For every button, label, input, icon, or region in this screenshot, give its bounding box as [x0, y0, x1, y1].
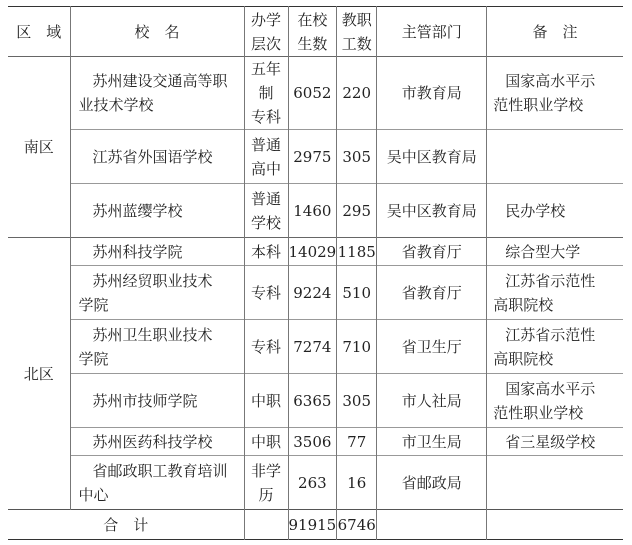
total-level-empty: [244, 510, 288, 540]
school-name-line: 中心: [78, 485, 109, 504]
header-staff-text: 教职工数: [341, 10, 372, 53]
school-level: [244, 184, 288, 238]
school-name-line: 学院: [78, 295, 109, 314]
table-row: [8, 238, 623, 266]
student-count: 3506: [288, 428, 337, 456]
school-level-line: 专科: [250, 108, 281, 126]
school-name-line: 学院: [78, 349, 109, 368]
school-level-line: 学校: [250, 213, 281, 232]
student-count: 6052: [288, 57, 337, 130]
school-notes: [487, 238, 623, 266]
school-notes: [487, 320, 623, 374]
header-staff: [337, 7, 377, 57]
school-name: [70, 428, 244, 456]
school-notes: [487, 184, 623, 238]
student-count: 1460: [288, 184, 337, 238]
total-notes-empty: [487, 510, 623, 540]
school-name-line: 省邮政职工教育培训: [92, 461, 228, 480]
table-body: [8, 57, 623, 510]
school-notes-line: 高职院校: [493, 295, 554, 314]
table-row: [8, 57, 623, 130]
staff-count: 305: [337, 374, 377, 428]
school-notes-line: 高职院校: [493, 349, 554, 368]
school-level: [244, 57, 288, 130]
staff-count: 220: [337, 57, 377, 130]
school-notes: [487, 130, 623, 184]
school-name-line: 苏州市技师学院: [92, 391, 198, 410]
student-count: 7274: [288, 320, 337, 374]
school-level-line: 中职: [250, 391, 281, 410]
school-level: [244, 456, 288, 510]
table-row: [8, 266, 623, 320]
school-notes-line: 国家高水平示: [505, 379, 596, 398]
school-level-line: 中职: [250, 432, 281, 451]
school-level: [244, 266, 288, 320]
staff-count: 710: [337, 320, 377, 374]
school-notes: [487, 266, 623, 320]
school-name: [70, 266, 244, 320]
school-name: [70, 57, 244, 130]
table-row: [8, 184, 623, 238]
school-name-line: 苏州蓝缨学校: [92, 201, 183, 220]
school-notes-line: 民办学校: [505, 201, 566, 220]
school-notes-line: 江苏省示范性: [505, 271, 596, 290]
school-notes-line: 国家高水平示: [505, 72, 596, 90]
supervising-dept: 省邮政局: [377, 456, 487, 510]
header-name: 校 名: [70, 7, 244, 57]
staff-count: 305: [337, 130, 377, 184]
school-name: [70, 184, 244, 238]
school-level: [244, 238, 288, 266]
student-count: 2975: [288, 130, 337, 184]
staff-count: 295: [337, 184, 377, 238]
supervising-dept: 省教育厅: [377, 266, 487, 320]
region-cell: 北区: [8, 238, 70, 510]
table-footer: [8, 510, 623, 540]
school-notes: [487, 57, 623, 130]
school-level-line: 五年制: [250, 60, 281, 102]
school-level-line: 普通: [250, 135, 281, 154]
supervising-dept: 市人社局: [377, 374, 487, 428]
total-label: 合 计: [103, 515, 149, 534]
school-level-line: 普通: [250, 189, 281, 208]
school-notes: [487, 456, 623, 510]
school-level-line: 专科: [250, 283, 281, 302]
table-row: [8, 374, 623, 428]
school-name-line: 业技术学校: [78, 96, 154, 114]
supervising-dept: 省教育厅: [377, 238, 487, 266]
staff-count: 16: [337, 456, 377, 510]
school-name: [70, 320, 244, 374]
school-level: [244, 428, 288, 456]
school-level: [244, 374, 288, 428]
supervising-dept: 吴中区教育局: [377, 184, 487, 238]
school-level-line: 本科: [250, 242, 281, 261]
supervising-dept: 省卫生厅: [377, 320, 487, 374]
school-level: [244, 130, 288, 184]
school-notes-line: 综合型大学: [505, 242, 581, 261]
student-count: 6365: [288, 374, 337, 428]
supervising-dept: 市卫生局: [377, 428, 487, 456]
school-level: [244, 320, 288, 374]
school-notes-line: 省三星级学校: [505, 432, 596, 451]
school-name-line: 苏州医药科技学校: [92, 432, 213, 451]
school-name: [70, 374, 244, 428]
school-level-line: 专科: [250, 337, 281, 356]
table-row: [8, 456, 623, 510]
schools-table: [8, 6, 623, 540]
supervising-dept: 吴中区教育局: [377, 130, 487, 184]
table-row: [8, 320, 623, 374]
school-notes-line: 江苏省示范性: [505, 325, 596, 344]
total-dept-empty: [377, 510, 487, 540]
school-level-line: 非学历: [250, 461, 281, 504]
school-level-line: 高中: [250, 159, 281, 178]
student-count: 14029: [288, 238, 337, 266]
staff-count: 1185: [337, 238, 377, 266]
school-name-line: 苏州经贸职业技术: [92, 271, 213, 290]
header-students-text: 在校生数: [297, 10, 328, 53]
school-name-line: 苏州建设交通高等职: [92, 72, 228, 90]
staff-count: 510: [337, 266, 377, 320]
school-name: [70, 456, 244, 510]
school-notes-line: 范性职业学校: [493, 96, 584, 114]
staff-count: 77: [337, 428, 377, 456]
header-region: 区 域: [16, 22, 62, 41]
student-count: 263: [288, 456, 337, 510]
school-name: [70, 130, 244, 184]
school-notes: [487, 428, 623, 456]
header-dept: 主管部门: [377, 7, 487, 57]
supervising-dept: 市教育局: [377, 57, 487, 130]
header-level: [244, 7, 288, 57]
school-name-line: 苏州卫生职业技术: [92, 325, 213, 344]
header-notes: 备 注: [487, 7, 623, 57]
school-name: [70, 238, 244, 266]
school-notes-line: 范性职业学校: [493, 403, 584, 422]
header-level-text: 办学层次: [251, 10, 282, 53]
table-row: [8, 130, 623, 184]
region-cell: 南区: [8, 57, 70, 238]
total-students: 91915: [288, 510, 337, 540]
table-header: [8, 7, 623, 57]
header-students: [288, 7, 337, 57]
student-count: 9224: [288, 266, 337, 320]
table-row: [8, 428, 623, 456]
school-notes: [487, 374, 623, 428]
school-name-line: 江苏省外国语学校: [92, 147, 213, 166]
school-name-line: 苏州科技学院: [92, 242, 183, 261]
total-staff: 6746: [337, 510, 377, 540]
